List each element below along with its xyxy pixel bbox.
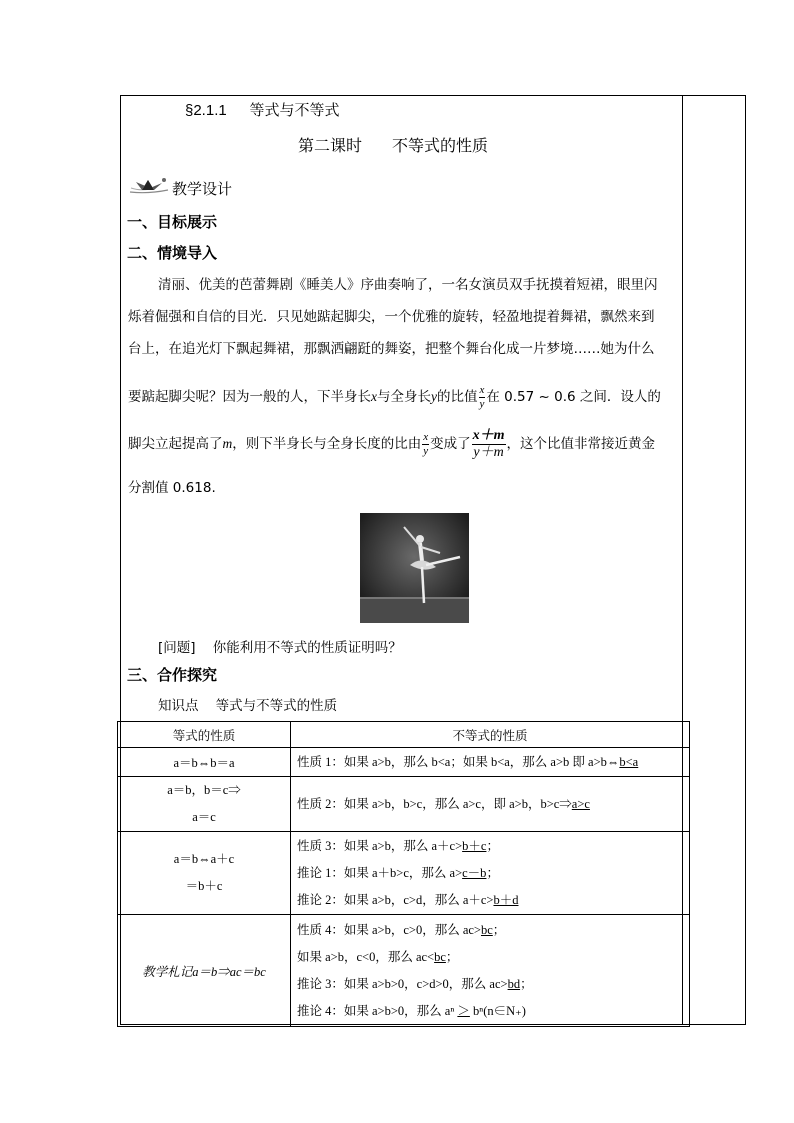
table-row [118, 748, 690, 777]
paper-boat-icon [128, 174, 170, 196]
inequality-cell: 性质 3：如果 a>b，那么 a＋c>b＋c； 推论 1：如果 a＋b>c，那么 a>c－b； 推论 2：如果 a>b，c>d，那么 a＋c>b＋d [291, 832, 690, 915]
lesson-topic: 不等式的性质 [392, 136, 489, 155]
intro-line-5: 脚尖立起提高了m，则下半身长与全身长度的比由 $\frac{x}{y}$ 变成了 $\frac{x+m}{y+m}$ ，这个比值非常接近黄金 [128, 427, 656, 460]
section-two-heading: 二、情境导入 [127, 244, 218, 262]
inequality-cell: 性质 4：如果 a>b，c>0，那么 ac>bc； 如果 a>b，c<0，那么 ac<bc； 推论 3：如果 a>b>0，c>d>0，那么 ac>bd； 推论 4：如果 a>b>0，那么 aⁿ ＞ bⁿ(n∈N₊) [291, 915, 690, 1027]
knowledge-point-label: 知识点 [158, 698, 199, 714]
header-equality: 等式的性质 [118, 722, 291, 748]
properties-table [117, 721, 690, 1027]
fraction-x-plus-m-over-y-plus-m: $\frac{x+m}{y+m}$ [472, 427, 505, 460]
intro-line-1: 清丽、优美的芭蕾舞剧《睡美人》序曲奏响了，一名女演员双手抚摸着短裙，眼里闪 [158, 277, 658, 293]
lesson-title [298, 133, 488, 156]
fraction-x-over-y-2: $\frac{x}{y}$ [423, 430, 429, 457]
section-code: §2.1.1 [185, 102, 227, 119]
header-inequality: 不等式的性质 [291, 722, 690, 748]
section-one-heading: 一、目标展示 [127, 213, 218, 231]
table-row [118, 777, 690, 832]
question-line [158, 636, 402, 656]
intro-line-2: 烁着倔强和自信的目光．只见她踮起脚尖，一个优雅的旋转，轻盈地提着舞裙，飘然来到 [128, 309, 655, 325]
question-tag: [问题] [158, 640, 196, 656]
intro-line-6: 分割值 0.618. [128, 480, 216, 496]
knowledge-point [158, 694, 337, 714]
intro-line-3: 台上，在追光灯下飘起舞裙，那飘洒翩跹的舞姿，把整个舞台化成一片梦境……她为什么 [128, 341, 655, 357]
knowledge-point-text: 等式与不等式的性质 [215, 698, 338, 714]
table-row [118, 832, 690, 915]
lesson-number: 第二课时 [298, 136, 363, 155]
section-heading [185, 99, 340, 120]
equality-cell: 教学札记a＝b⇒ac＝bc [118, 915, 291, 1027]
equality-cell: a＝b⇔a＋c ＝b＋c [118, 832, 291, 915]
inequality-cell: 性质 2：如果 a>b，b>c，那么 a>c，即 a>b，b>c⇒a>c [291, 777, 690, 832]
inequality-cell: 性质 1：如果 a>b，那么 b<a；如果 b<a，那么 a>b 即 a>b⇔b<a [291, 748, 690, 777]
var-x: x [371, 389, 377, 404]
table-header-row [118, 722, 690, 748]
ballet-dancer-photo [360, 513, 469, 623]
intro-line-4: 要踮起脚尖呢？因为一般的人，下半身长x与全身长y的比值 $\frac{x}{y}$ 在 0.57 ~ 0.6 之间．设人的 [128, 383, 661, 410]
section-three-heading: 三、合作探究 [127, 666, 218, 684]
var-m: m [222, 436, 233, 451]
section-title: 等式与不等式 [249, 101, 340, 119]
table-row [118, 915, 690, 1027]
question-text: 你能利用不等式的性质证明吗？ [212, 640, 402, 656]
equality-cell: a＝b⇔b＝a [118, 748, 291, 777]
teaching-design-label: 教学设计 [172, 180, 233, 198]
fraction-x-over-y: $\frac{x}{y}$ [479, 383, 485, 410]
var-y: y [431, 389, 437, 404]
equality-cell: a＝b，b＝c⇒ a＝c [118, 777, 291, 832]
